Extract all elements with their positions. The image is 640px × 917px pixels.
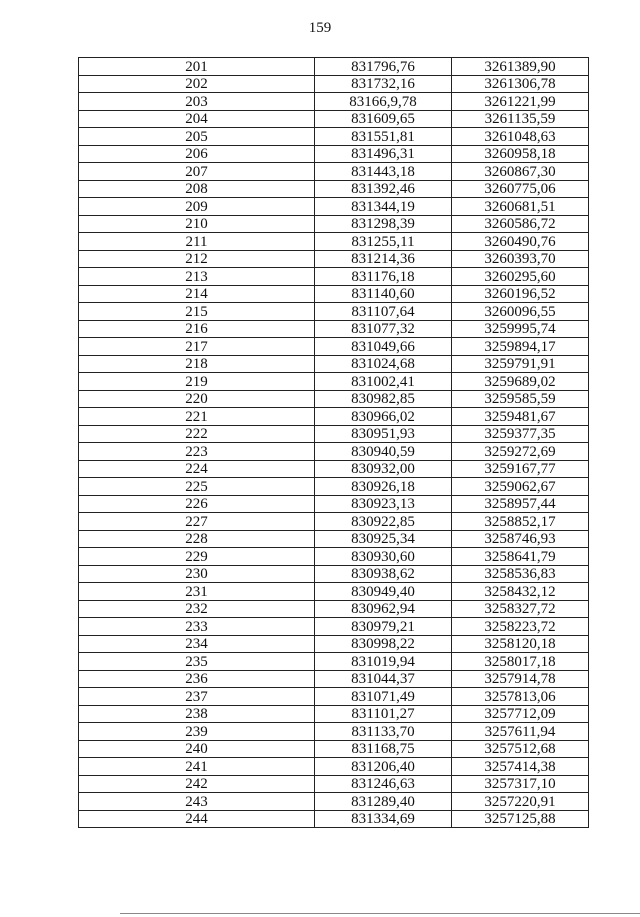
y-coordinate-cell: 3261389,90: [452, 58, 589, 76]
point-number-cell: 226: [79, 495, 315, 513]
x-coordinate-cell: 831133,70: [315, 723, 452, 741]
x-coordinate-cell: 831214,36: [315, 250, 452, 268]
x-coordinate-cell: 831344,19: [315, 198, 452, 216]
table-row: [79, 600, 589, 618]
point-number-cell: 242: [79, 775, 315, 793]
table-row: [79, 670, 589, 688]
table-row: [79, 58, 589, 76]
x-coordinate-cell: 831176,18: [315, 268, 452, 286]
y-coordinate-cell: 3261048,63: [452, 128, 589, 146]
table-row: [79, 688, 589, 706]
table-row: [79, 215, 589, 233]
x-coordinate-cell: 830922,85: [315, 513, 452, 531]
table-row: [79, 285, 589, 303]
point-number-cell: 218: [79, 355, 315, 373]
y-coordinate-cell: 3258017,18: [452, 653, 589, 671]
x-coordinate-cell: 830923,13: [315, 495, 452, 513]
point-number-cell: 206: [79, 145, 315, 163]
x-coordinate-cell: 83166,9,78: [315, 93, 452, 111]
table-row: [79, 443, 589, 461]
y-coordinate-cell: 3257512,68: [452, 740, 589, 758]
y-coordinate-cell: 3260393,70: [452, 250, 589, 268]
table-row: [79, 793, 589, 811]
table-row: [79, 320, 589, 338]
point-number-cell: 222: [79, 425, 315, 443]
y-coordinate-cell: 3258432,12: [452, 583, 589, 601]
table-row: [79, 495, 589, 513]
coordinates-table-body: [79, 58, 589, 828]
point-number-cell: 203: [79, 93, 315, 111]
x-coordinate-cell: 831796,76: [315, 58, 452, 76]
point-number-cell: 208: [79, 180, 315, 198]
point-number-cell: 215: [79, 303, 315, 321]
table-row: [79, 530, 589, 548]
point-number-cell: 234: [79, 635, 315, 653]
y-coordinate-cell: 3257914,78: [452, 670, 589, 688]
x-coordinate-cell: 831071,49: [315, 688, 452, 706]
table-row: [79, 740, 589, 758]
point-number-cell: 202: [79, 75, 315, 93]
x-coordinate-cell: 831002,41: [315, 373, 452, 391]
point-number-cell: 243: [79, 793, 315, 811]
table-row: [79, 565, 589, 583]
table-row: [79, 93, 589, 111]
y-coordinate-cell: 3260490,76: [452, 233, 589, 251]
y-coordinate-cell: 3260867,30: [452, 163, 589, 181]
point-number-cell: 241: [79, 758, 315, 776]
table-row: [79, 583, 589, 601]
table-row: [79, 513, 589, 531]
y-coordinate-cell: 3257414,38: [452, 758, 589, 776]
table-row: [79, 268, 589, 286]
table-row: [79, 75, 589, 93]
point-number-cell: 228: [79, 530, 315, 548]
x-coordinate-cell: 831044,37: [315, 670, 452, 688]
x-coordinate-cell: 830925,34: [315, 530, 452, 548]
table-row: [79, 618, 589, 636]
y-coordinate-cell: 3260196,52: [452, 285, 589, 303]
table-row: [79, 460, 589, 478]
x-coordinate-cell: 830940,59: [315, 443, 452, 461]
y-coordinate-cell: 3257220,91: [452, 793, 589, 811]
y-coordinate-cell: 3259689,02: [452, 373, 589, 391]
point-number-cell: 227: [79, 513, 315, 531]
y-coordinate-cell: 3259791,91: [452, 355, 589, 373]
x-coordinate-cell: 831019,94: [315, 653, 452, 671]
point-number-cell: 201: [79, 58, 315, 76]
y-coordinate-cell: 3258327,72: [452, 600, 589, 618]
x-coordinate-cell: 831140,60: [315, 285, 452, 303]
y-coordinate-cell: 3257317,10: [452, 775, 589, 793]
table-row: [79, 758, 589, 776]
x-coordinate-cell: 830962,94: [315, 600, 452, 618]
y-coordinate-cell: 3259995,74: [452, 320, 589, 338]
x-coordinate-cell: 831107,64: [315, 303, 452, 321]
x-coordinate-cell: 831168,75: [315, 740, 452, 758]
point-number-cell: 214: [79, 285, 315, 303]
y-coordinate-cell: 3261221,99: [452, 93, 589, 111]
x-coordinate-cell: 831024,68: [315, 355, 452, 373]
x-coordinate-cell: 830998,22: [315, 635, 452, 653]
x-coordinate-cell: 831443,18: [315, 163, 452, 181]
x-coordinate-cell: 831246,63: [315, 775, 452, 793]
point-number-cell: 232: [79, 600, 315, 618]
y-coordinate-cell: 3257712,09: [452, 705, 589, 723]
point-number-cell: 212: [79, 250, 315, 268]
x-coordinate-cell: 831206,40: [315, 758, 452, 776]
table-row: [79, 548, 589, 566]
x-coordinate-cell: 830979,21: [315, 618, 452, 636]
point-number-cell: 211: [79, 233, 315, 251]
table-row: [79, 163, 589, 181]
x-coordinate-cell: 830938,62: [315, 565, 452, 583]
x-coordinate-cell: 831077,32: [315, 320, 452, 338]
table-row: [79, 408, 589, 426]
y-coordinate-cell: 3260958,18: [452, 145, 589, 163]
x-coordinate-cell: 830982,85: [315, 390, 452, 408]
point-number-cell: 238: [79, 705, 315, 723]
y-coordinate-cell: 3258536,83: [452, 565, 589, 583]
point-number-cell: 219: [79, 373, 315, 391]
table-row: [79, 338, 589, 356]
y-coordinate-cell: 3259272,69: [452, 443, 589, 461]
y-coordinate-cell: 3258852,17: [452, 513, 589, 531]
y-coordinate-cell: 3260586,72: [452, 215, 589, 233]
x-coordinate-cell: 830949,40: [315, 583, 452, 601]
point-number-cell: 236: [79, 670, 315, 688]
point-number-cell: 237: [79, 688, 315, 706]
coordinates-table: [78, 57, 589, 828]
y-coordinate-cell: 3259481,67: [452, 408, 589, 426]
table-row: [79, 635, 589, 653]
point-number-cell: 229: [79, 548, 315, 566]
table-row: [79, 355, 589, 373]
point-number-cell: 233: [79, 618, 315, 636]
x-coordinate-cell: 830930,60: [315, 548, 452, 566]
x-coordinate-cell: 831551,81: [315, 128, 452, 146]
x-coordinate-cell: 831609,65: [315, 110, 452, 128]
x-coordinate-cell: 831392,46: [315, 180, 452, 198]
point-number-cell: 224: [79, 460, 315, 478]
point-number-cell: 231: [79, 583, 315, 601]
table-row: [79, 705, 589, 723]
point-number-cell: 230: [79, 565, 315, 583]
point-number-cell: 244: [79, 810, 315, 828]
point-number-cell: 204: [79, 110, 315, 128]
y-coordinate-cell: 3257611,94: [452, 723, 589, 741]
table-row: [79, 390, 589, 408]
x-coordinate-cell: 831334,69: [315, 810, 452, 828]
y-coordinate-cell: 3261135,59: [452, 110, 589, 128]
table-row: [79, 373, 589, 391]
table-row: [79, 653, 589, 671]
x-coordinate-cell: 831255,11: [315, 233, 452, 251]
table-row: [79, 775, 589, 793]
table-row: [79, 303, 589, 321]
point-number-cell: 207: [79, 163, 315, 181]
y-coordinate-cell: 3259585,59: [452, 390, 589, 408]
point-number-cell: 216: [79, 320, 315, 338]
y-coordinate-cell: 3257813,06: [452, 688, 589, 706]
y-coordinate-cell: 3258641,79: [452, 548, 589, 566]
y-coordinate-cell: 3259167,77: [452, 460, 589, 478]
x-coordinate-cell: 831049,66: [315, 338, 452, 356]
y-coordinate-cell: 3258120,18: [452, 635, 589, 653]
y-coordinate-cell: 3260096,55: [452, 303, 589, 321]
y-coordinate-cell: 3259377,35: [452, 425, 589, 443]
y-coordinate-cell: 3261306,78: [452, 75, 589, 93]
table-row: [79, 145, 589, 163]
point-number-cell: 209: [79, 198, 315, 216]
table-row: [79, 478, 589, 496]
point-number-cell: 225: [79, 478, 315, 496]
point-number-cell: 240: [79, 740, 315, 758]
y-coordinate-cell: 3259894,17: [452, 338, 589, 356]
point-number-cell: 235: [79, 653, 315, 671]
table-row: [79, 128, 589, 146]
point-number-cell: 217: [79, 338, 315, 356]
point-number-cell: 220: [79, 390, 315, 408]
page-number: 159: [308, 20, 332, 36]
y-coordinate-cell: 3259062,67: [452, 478, 589, 496]
point-number-cell: 205: [79, 128, 315, 146]
y-coordinate-cell: 3260681,51: [452, 198, 589, 216]
table-row: [79, 233, 589, 251]
point-number-cell: 239: [79, 723, 315, 741]
table-row: [79, 250, 589, 268]
point-number-cell: 221: [79, 408, 315, 426]
table-row: [79, 810, 589, 828]
y-coordinate-cell: 3260295,60: [452, 268, 589, 286]
x-coordinate-cell: 831289,40: [315, 793, 452, 811]
x-coordinate-cell: 831496,31: [315, 145, 452, 163]
x-coordinate-cell: 830966,02: [315, 408, 452, 426]
point-number-cell: 223: [79, 443, 315, 461]
table-row: [79, 110, 589, 128]
table-row: [79, 723, 589, 741]
y-coordinate-cell: 3258223,72: [452, 618, 589, 636]
y-coordinate-cell: 3258957,44: [452, 495, 589, 513]
x-coordinate-cell: 831732,16: [315, 75, 452, 93]
x-coordinate-cell: 830926,18: [315, 478, 452, 496]
y-coordinate-cell: 3258746,93: [452, 530, 589, 548]
y-coordinate-cell: 3257125,88: [452, 810, 589, 828]
x-coordinate-cell: 831298,39: [315, 215, 452, 233]
point-number-cell: 213: [79, 268, 315, 286]
table-row: [79, 180, 589, 198]
point-number-cell: 210: [79, 215, 315, 233]
x-coordinate-cell: 830932,00: [315, 460, 452, 478]
table-row: [79, 198, 589, 216]
scan-edge-line: [120, 913, 640, 914]
x-coordinate-cell: 830951,93: [315, 425, 452, 443]
y-coordinate-cell: 3260775,06: [452, 180, 589, 198]
x-coordinate-cell: 831101,27: [315, 705, 452, 723]
table-row: [79, 425, 589, 443]
